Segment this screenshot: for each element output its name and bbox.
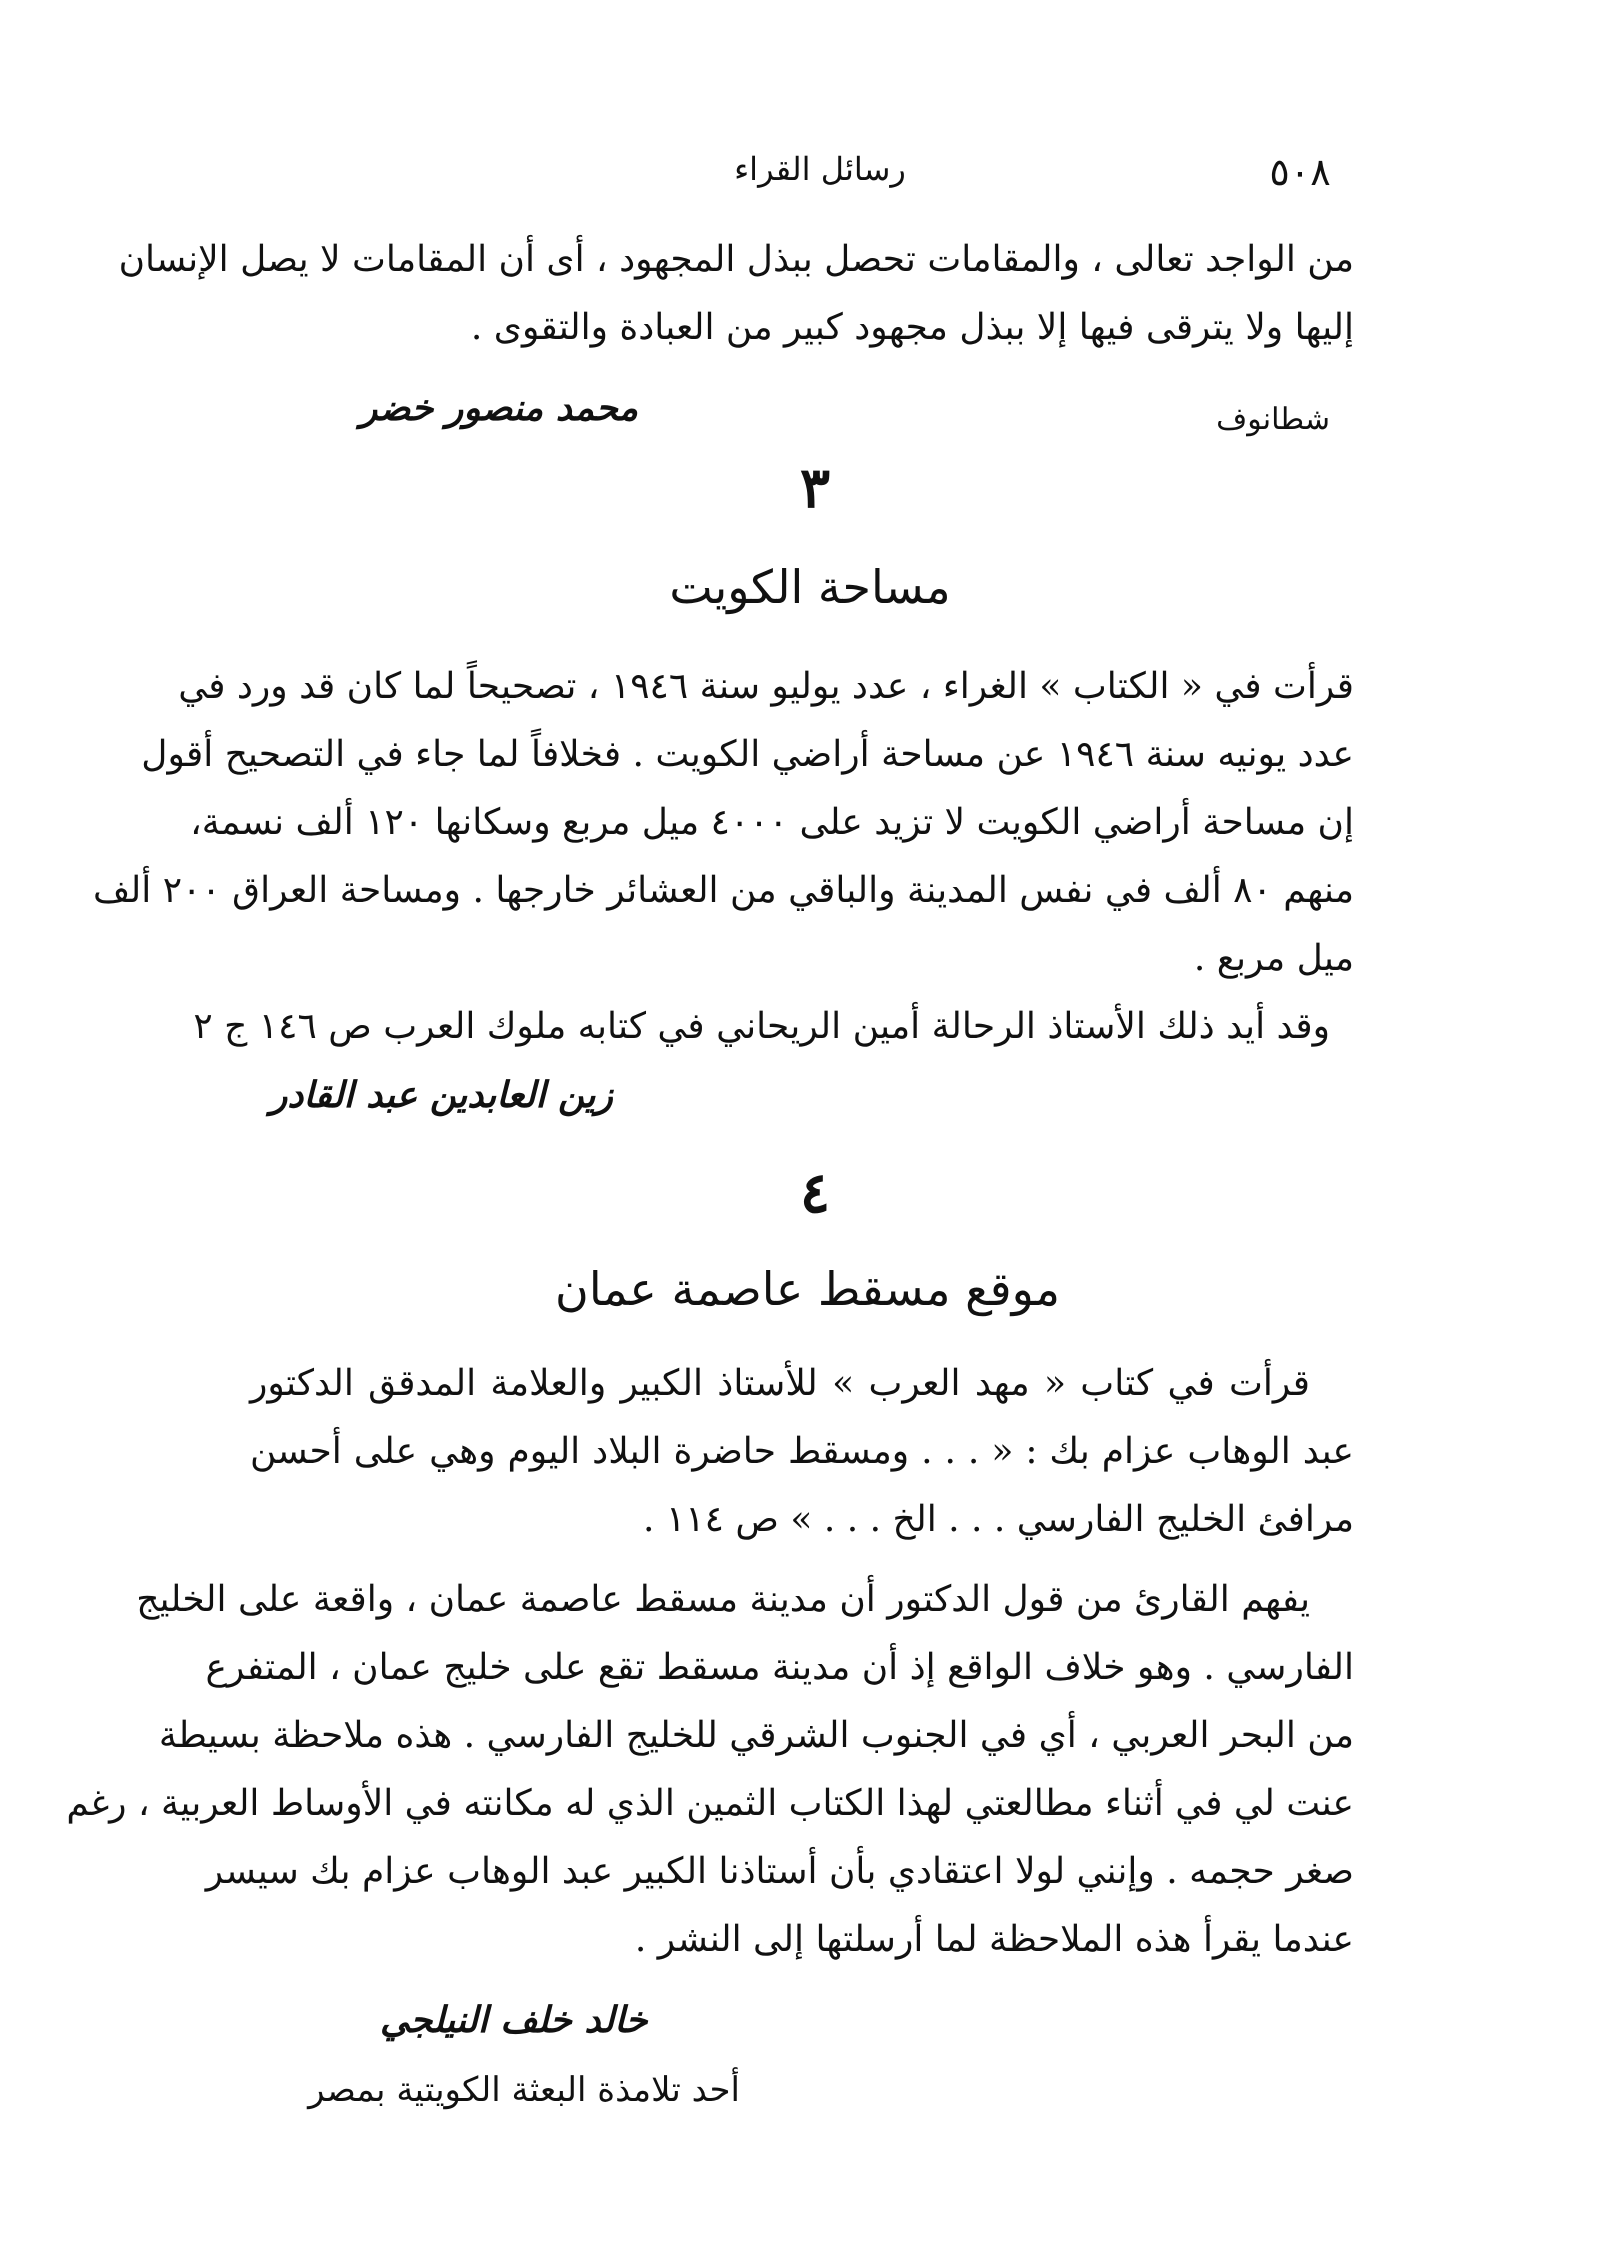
section-title: مساحة الكويت xyxy=(669,560,951,614)
signature: خالد خلف النيلجي xyxy=(380,2000,648,2041)
reference-note: وقد أيد ذلك الأستاذ الرحالة أمين الريحاني في كتابه ملوك العرب ص ١٤٦ ج ٢ xyxy=(193,1006,1330,1047)
body-line: إن مساحة أراضي الكويت لا تزيد على ٤٠٠٠ ميل مربع وسكانها ١٢٠ ألف نسمة، xyxy=(190,802,1354,843)
body-line: يفهم القارئ من قول الدكتور أن مدينة مسقط عاصمة عمان ، واقعة على الخليج xyxy=(136,1579,1310,1620)
body-line: عنت لي في أثناء مطالعتي لهذا الكتاب الثمين الذي له مكانته في الأوساط العربية ، رغم xyxy=(66,1783,1354,1824)
signature: محمد منصور خضر xyxy=(360,388,638,429)
body-line: قرأت في « الكتاب » الغراء ، عدد يوليو سنة ١٩٤٦ ، تصحيحاً لما كان قد ورد في xyxy=(178,666,1354,707)
place-name: شطانوف xyxy=(1216,402,1330,437)
body-line: ميل مربع . xyxy=(1193,938,1354,979)
affiliation: أحد تلامذة البعثة الكويتية بمصر xyxy=(308,2070,740,2110)
body-line: قرأت في كتاب « مهد العرب » للأستاذ الكبير والعلامة المدقق الدكتور xyxy=(250,1363,1310,1404)
page-number: ٥٠٨ xyxy=(1269,150,1331,194)
running-title: رسائل القراء xyxy=(734,150,906,188)
section-title: موقع مسقط عاصمة عمان xyxy=(555,1262,1060,1316)
body-line: منهم ٨٠ ألف في نفس المدينة والباقي من العشائر خارجها . ومساحة العراق ٢٠٠ ألف xyxy=(93,870,1354,911)
body-line: عبد الوهاب عزام بك : « . . . ومسقط حاضرة البلاد اليوم وهي على أحسن xyxy=(250,1431,1354,1472)
section-number: ٤ xyxy=(799,1160,831,1226)
body-line: من البحر العربي ، أي في الجنوب الشرقي للخليج الفارسي . هذه ملاحظة بسيطة xyxy=(158,1715,1354,1756)
body-line: عندما يقرأ هذه الملاحظة لما أرسلتها إلى النشر . xyxy=(634,1919,1354,1960)
body-line: إليها ولا يترقى فيها إلا ببذل مجهود كبير من العبادة والتقوى . xyxy=(470,307,1354,348)
body-line: الفارسي . وهو خلاف الواقع إذ أن مدينة مسقط تقع على خليج عمان ، المتفرع xyxy=(205,1647,1354,1688)
section-number: ٣ xyxy=(799,455,831,521)
body-line: مرافئ الخليج الفارسي . . . الخ . . . » ص ١١٤ . xyxy=(643,1499,1354,1540)
body-line: من الواجد تعالى ، والمقامات تحصل ببذل المجهود ، أى أن المقامات لا يصل الإنسان xyxy=(118,239,1354,280)
body-line: صغر حجمه . وإنني لولا اعتقادي بأن أستاذنا الكبير عبد الوهاب عزام بك سيسر xyxy=(205,1851,1354,1892)
signature: زين العابدين عبد القادر xyxy=(270,1075,613,1116)
body-line: عدد يونيه سنة ١٩٤٦ عن مساحة أراضي الكويت . فخلافاً لما جاء في التصحيح أقول xyxy=(141,734,1354,775)
